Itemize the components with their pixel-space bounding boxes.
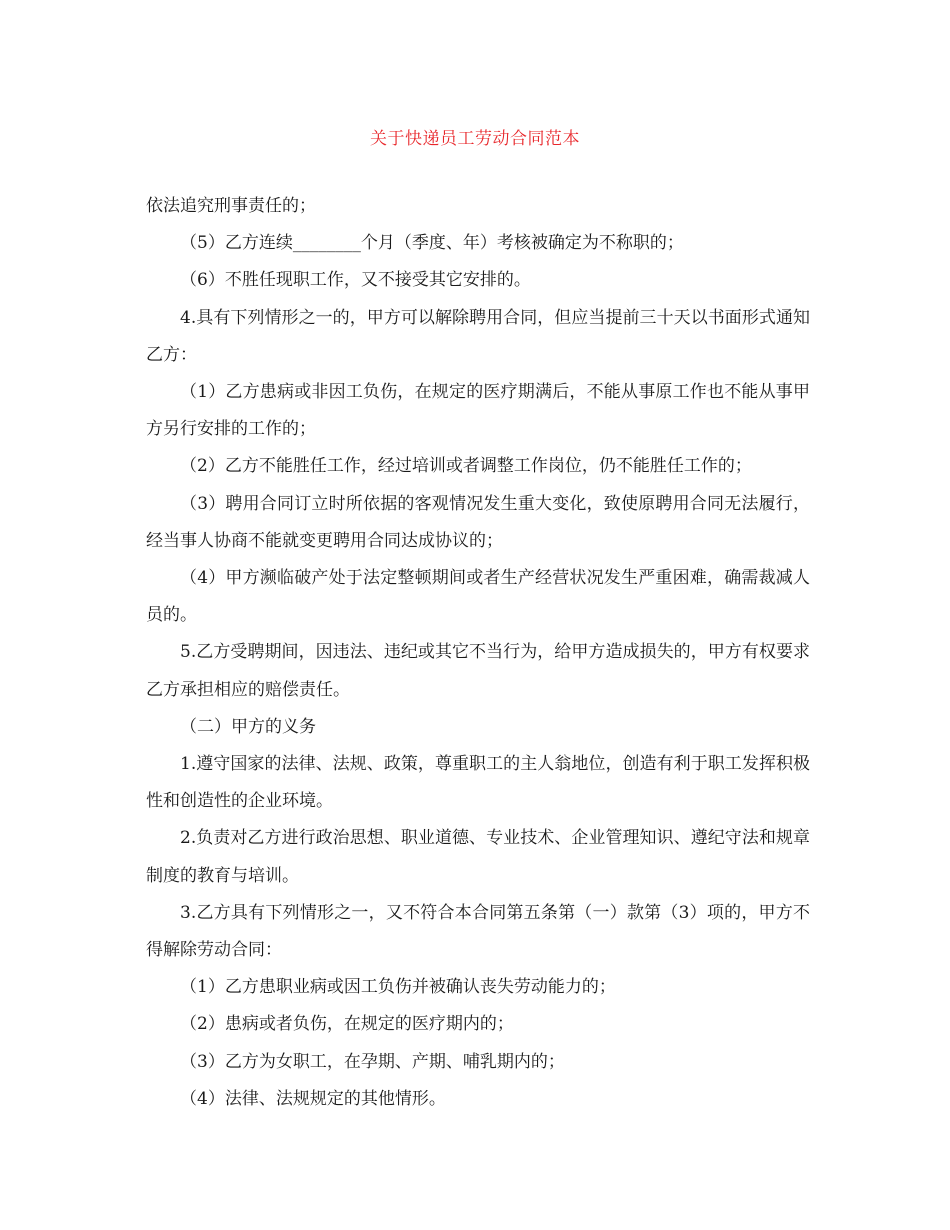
paragraph: （2）患病或者负伤，在规定的医疗期内的；: [180, 1014, 514, 1035]
section-heading: （二）甲方的义务: [180, 716, 316, 737]
paragraph: （3）乙方为女职工，在孕期、产期、哺乳期内的；: [180, 1051, 565, 1072]
paragraph: 4.具有下列情形之一的，甲方可以解除聘用合同，但应当提前三十天以书面形式通知乙方：: [146, 307, 810, 365]
paragraph: 1.遵守国家的法律、法规、政策，尊重职工的主人翁地位，创造有利于职工发挥积极性和创造性的企业环境。: [146, 754, 810, 812]
paragraph: （2）乙方不能胜任工作，经过培训或者调整工作岗位，仍不能胜任工作的；: [180, 456, 752, 477]
paragraph: （4）甲方濒临破产处于法定整顿期间或者生产经营状况发生严重困难，确需裁减人员的。: [146, 568, 810, 626]
paragraph: 2.负责对乙方进行政治思想、职业道德、专业技术、企业管理知识、遵纪守法和规章制度的教育与培训。: [146, 828, 810, 886]
paragraph: （3）聘用合同订立时所依据的客观情况发生重大变化，致使原聘用合同无法履行，经当事人协商不能就变更聘用合同达成协议的；: [146, 493, 810, 551]
paragraph: （6）不胜任现职工作，又不接受其它安排的。: [180, 270, 531, 291]
document-body: [146, 188, 810, 1118]
paragraph: （5）乙方连续________个月（季度、年）考核被确定为不称职的；: [180, 233, 684, 254]
paragraph: 3.乙方具有下列情形之一，又不符合本合同第五条第（一）款第（3）项的，甲方不得解除劳动合同：: [146, 902, 810, 961]
paragraph: 5.乙方受聘期间，因违法、违纪或其它不当行为，给甲方造成损失的，甲方有权要求乙方承担相应的赔偿责任。: [146, 642, 810, 700]
paragraph: （1）乙方患病或非因工负伤，在规定的医疗期满后，不能从事原工作也不能从事甲方另行安排的工作的；: [146, 382, 810, 440]
paragraph: 依法追究刑事责任的；: [146, 196, 316, 216]
paragraph: （1）乙方患职业病或因工负伤并被确认丧失劳动能力的；: [180, 977, 616, 998]
paragraph: （4）法律、法规规定的其他情形。: [180, 1088, 446, 1109]
document-title: 关于快递员工劳动合同范本: [370, 129, 580, 149]
